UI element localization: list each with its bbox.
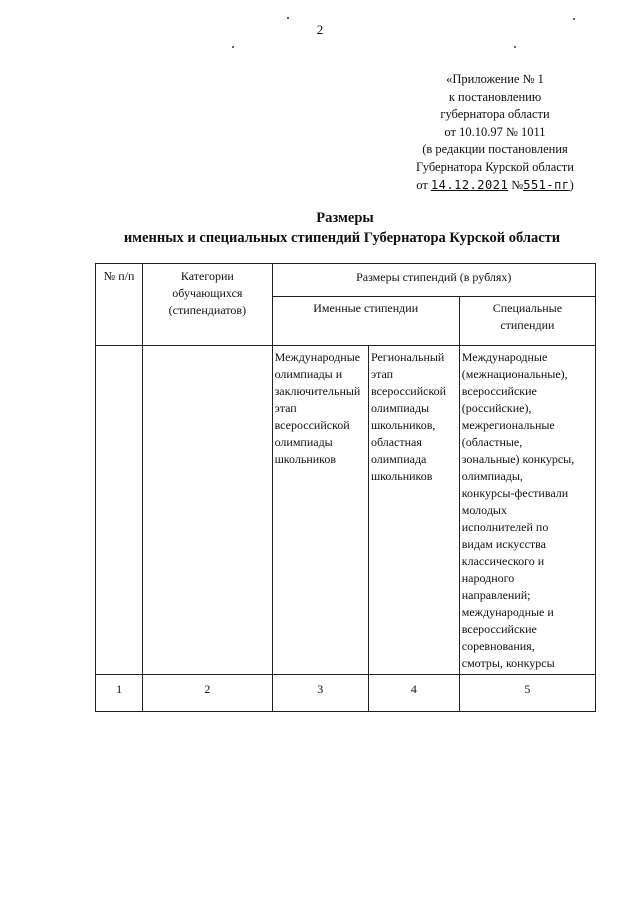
appendix-date-line (395, 177, 595, 195)
column-number: 4 (368, 675, 459, 712)
page-number: 2 (316, 22, 324, 37)
table-cell: Международные олимпиады и заключительный этап всероссийской олимпиады школьников (272, 346, 368, 675)
appendix-line: (в редакции постановления (422, 142, 568, 157)
column-number: 1 (96, 675, 143, 712)
header-special: Специальные стипендии (459, 297, 595, 346)
appendix-header (395, 71, 595, 194)
scan-speck (287, 17, 289, 19)
header-sizes: Размеры стипендий (в рублях) (272, 264, 595, 297)
header-row-1 (96, 264, 596, 297)
number-prefix: № (511, 177, 524, 192)
table-row (96, 346, 596, 675)
scan-speck (232, 46, 234, 48)
table-cell (143, 346, 272, 675)
closing-paren: ) (569, 177, 574, 192)
appendix-line: от 10.10.97 № 1011 (444, 124, 546, 139)
column-number: 5 (459, 675, 595, 712)
scan-speck (573, 18, 575, 20)
header-num: № п/п (96, 264, 143, 346)
appendix-line: губернатора области (440, 107, 550, 122)
header-category: Категории обучающихся (стипендиатов) (143, 264, 272, 346)
stipend-table (95, 263, 596, 712)
document-title (0, 208, 640, 248)
appendix-line: Губернатора Курской области (416, 159, 574, 174)
table-cell: Региональный этап всероссийской олимпиады школьников, областная олимпиада школьников (368, 346, 459, 675)
column-number: 3 (272, 675, 368, 712)
resolution-number: 551-пг (523, 177, 570, 192)
table-cell: Международные (межнациональные), всероссийские (российские), межрегиональные (областные, зональные) конкурсы, олимпиады, конкурсы-фестивали молодых исполнителей по видам искусства классического и народного направлений; международные и всероссийские соревнования, смотры, конкурсы (459, 346, 595, 675)
column-number-row (96, 675, 596, 712)
column-number: 2 (143, 675, 272, 712)
title-line-1: Размеры (316, 210, 374, 226)
header-named: Именные стипендии (272, 297, 459, 346)
title-line-2: именных и специальных стипендий Губернатора Курской области (123, 230, 561, 246)
scan-speck (514, 46, 516, 48)
appendix-line: «Приложение № 1 (446, 72, 544, 86)
resolution-date: 14.12.2021 (430, 177, 509, 192)
date-prefix: от (416, 177, 428, 192)
appendix-line: к постановлению (448, 89, 542, 104)
table-cell (96, 346, 143, 675)
